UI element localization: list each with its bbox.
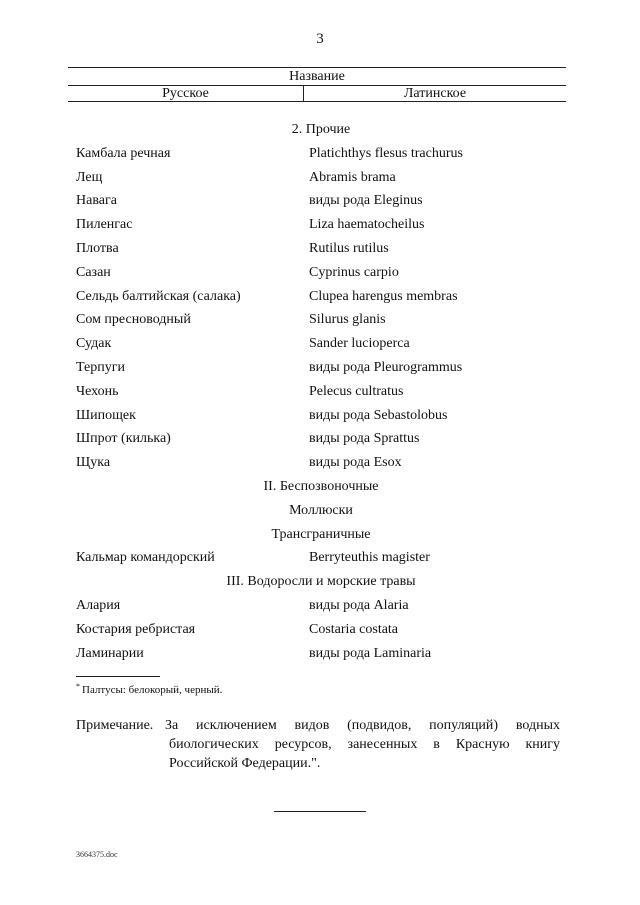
latin-name: Pelecus cultratus [309, 383, 404, 399]
table-row [76, 356, 566, 380]
russian-name: Чехонь [76, 383, 119, 399]
table-row [76, 642, 566, 666]
table-row [76, 189, 566, 213]
section-heading-text: II. Беспозвоночные [263, 478, 379, 494]
species-table-body [76, 118, 566, 665]
latin-name: виды рода Esox [309, 455, 402, 471]
russian-name: Камбала речная [76, 145, 171, 161]
russian-name: Пиленгас [76, 217, 133, 233]
latin-name: Liza haematocheilus [309, 217, 425, 233]
latin-name: Sander lucioperca [309, 336, 410, 352]
russian-name: Алария [76, 597, 121, 613]
russian-name: Шипощек [76, 407, 136, 423]
latin-name: Platichthys flesus trachurus [309, 145, 463, 161]
section-heading-text: Моллюски [289, 502, 353, 518]
header-rule-bottom [68, 101, 566, 102]
latin-name: Clupea harengus membras [309, 288, 458, 304]
table-header [68, 67, 566, 103]
footnote-marker: * [76, 682, 80, 691]
table-row [76, 380, 566, 404]
page-number: 3 [316, 31, 324, 47]
footnote-text: Палтусы: белокорый, черный. [82, 684, 223, 696]
latin-name: Silurus glanis [309, 312, 386, 328]
table-row [76, 427, 566, 451]
header-col-latin: Латинское [403, 86, 467, 101]
russian-name: Ламинарии [76, 645, 144, 661]
footnote-rule [76, 676, 160, 677]
latin-name: Berryteuthis magister [309, 550, 430, 566]
section-heading [76, 499, 566, 523]
russian-name: Костария ребристая [76, 621, 196, 637]
latin-name: виды рода Laminaria [309, 645, 432, 661]
header-rule-top [68, 67, 566, 68]
russian-name: Судак [76, 336, 112, 352]
table-row [76, 237, 566, 261]
russian-name: Кальмар командорский [76, 550, 215, 566]
russian-name: Щука [76, 455, 111, 471]
section-heading [76, 475, 566, 499]
header-col-russian: Русское [162, 86, 209, 101]
latin-name: Costaria costata [309, 621, 399, 637]
section-heading [76, 570, 566, 594]
section-heading-text: III. Водоросли и морские травы [226, 574, 416, 590]
russian-name: Шпрот (килька) [76, 431, 171, 447]
latin-name: виды рода Pleurogrammus [309, 359, 463, 375]
table-row [76, 308, 566, 332]
table-row [76, 618, 566, 642]
russian-name: Сельдь балтийская (салака) [76, 288, 241, 304]
end-rule [274, 811, 366, 812]
table-row [76, 404, 566, 428]
russian-name: Плотва [76, 240, 119, 256]
table-row [76, 166, 566, 190]
latin-name: виды рода Eleginus [309, 193, 423, 209]
russian-name: Сом пресноводный [76, 312, 191, 328]
table-row [76, 142, 566, 166]
latin-name: виды рода Alaria [309, 597, 409, 613]
table-row [76, 451, 566, 475]
section-heading [76, 118, 566, 142]
note-text: За исключением видов (подвидов, популяций) водных биологических ресурсов, занесенных в Красную книгу Российской Федерации.". [165, 718, 560, 771]
table-row [76, 285, 566, 309]
table-row [76, 332, 566, 356]
table-row [76, 594, 566, 618]
section-heading-text: Трансграничные [271, 526, 371, 542]
russian-name: Сазан [76, 264, 111, 280]
russian-name: Лещ [76, 169, 103, 185]
note-label: Примечание. [76, 718, 154, 733]
latin-name: Abramis brama [309, 169, 396, 185]
latin-name: виды рода Sebastolobus [309, 407, 448, 423]
latin-name: Rutilus rutilus [309, 240, 389, 256]
section-heading [76, 523, 566, 547]
document-id: 3664375.doc [76, 850, 118, 859]
table-row [76, 261, 566, 285]
table-row [76, 546, 566, 570]
section-heading-text: 2. Прочие [291, 122, 351, 137]
latin-name: Cyprinus carpio [309, 264, 399, 280]
header-title: Название [289, 69, 345, 84]
latin-name: виды рода Sprattus [309, 431, 420, 447]
table-row [76, 213, 566, 237]
footnote [76, 684, 222, 696]
russian-name: Терпуги [76, 359, 125, 375]
russian-name: Навага [76, 193, 117, 209]
